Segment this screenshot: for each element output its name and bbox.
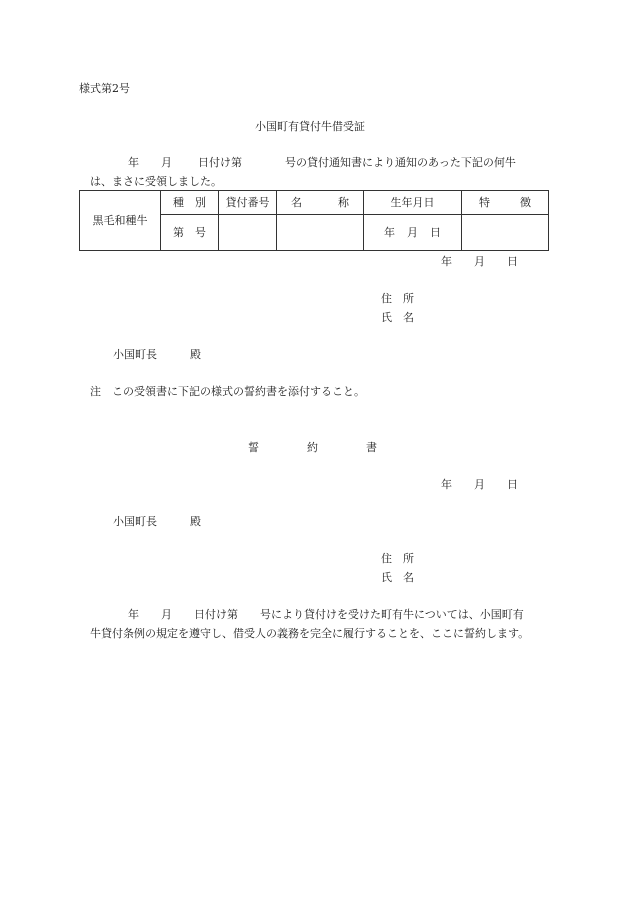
cattle-table bbox=[79, 190, 549, 251]
pledge-title: 誓 約 書 bbox=[248, 441, 377, 454]
day-issue-label: 日付け第 bbox=[198, 156, 242, 169]
header-dob: 生年月日 bbox=[364, 191, 462, 215]
row-label-cell: 黒毛和種牛 bbox=[80, 191, 161, 251]
number-cell bbox=[219, 215, 277, 251]
receipt-title: 小国町有貸付牛借受証 bbox=[255, 120, 365, 133]
pledge-address-label: 住 所 bbox=[381, 552, 414, 565]
pledge-paragraph-line2: 牛貸付条例の規定を遵守し、借受人の義務を完全に履行することを、ここに誓約します。 bbox=[90, 627, 530, 640]
feature-cell bbox=[462, 215, 549, 251]
pledge-paragraph-line1: 年 月 日付け第 号により貸付けを受けた町有牛については、小国町有 bbox=[128, 608, 524, 621]
header-feature: 特 徴 bbox=[462, 191, 549, 215]
pledge-date: 年 月 日 bbox=[441, 478, 518, 491]
name-cell bbox=[277, 215, 364, 251]
dob-cell: 年 月 日 bbox=[364, 215, 462, 251]
form-number: 様式第2号 bbox=[79, 82, 130, 95]
type-cell: 第 号 bbox=[161, 215, 219, 251]
pledge-name-label: 氏 名 bbox=[381, 571, 414, 584]
receipt-paragraph-line1 bbox=[128, 156, 516, 170]
receipt-paragraph-line2: は、まさに受領しました。 bbox=[90, 175, 222, 188]
month-label: 月 bbox=[161, 156, 172, 169]
receipt-name-label: 氏 名 bbox=[381, 311, 414, 324]
year-label: 年 bbox=[128, 156, 139, 169]
receipt-address-label: 住 所 bbox=[381, 292, 414, 305]
pledge-addressee: 小国町長 殿 bbox=[113, 515, 201, 528]
receipt-addressee: 小国町長 殿 bbox=[113, 348, 201, 361]
header-number: 貸付番号 bbox=[219, 191, 277, 215]
receipt-date: 年 月 日 bbox=[441, 255, 518, 268]
header-name: 名 称 bbox=[277, 191, 364, 215]
paragraph-rest: 号の貸付通知書により通知のあった下記の何牛 bbox=[285, 156, 516, 169]
header-type: 種 別 bbox=[161, 191, 219, 215]
receipt-note: 注 この受領書に下記の様式の誓約書を添付すること。 bbox=[90, 385, 365, 398]
